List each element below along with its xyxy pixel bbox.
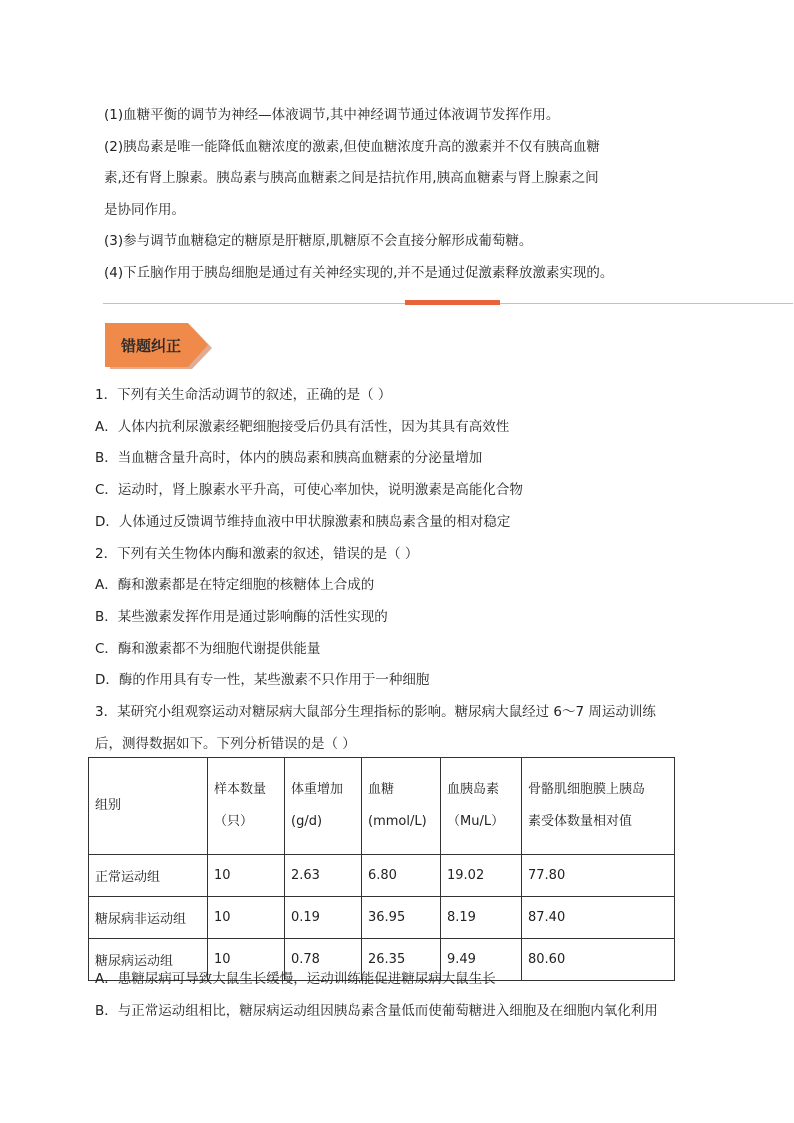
header-cell: 骨骼肌细胞膜上胰岛 素受体数量相对值 — [522, 758, 675, 855]
note-line: (4)下丘脑作用于胰岛细胞是通过有关神经实现的,并不是通过促激素释放激素实现的。 — [104, 264, 614, 281]
table-cell: 10 — [208, 855, 285, 897]
header-cell: 样本数量 （只） — [208, 758, 285, 855]
table-row — [89, 897, 675, 939]
note-line: (2)胰岛素是唯一能降低血糖浓度的激素,但使血糖浓度升高的激素并不仅有胰高血糖 — [104, 138, 600, 155]
table-cell: 糖尿病运动组 — [89, 939, 208, 981]
question-stem: 3．某研究小组观察运动对糖尿病大鼠部分生理指标的影响。糖尿病大鼠经过 6～7 周运动训练 — [95, 704, 656, 721]
option-line: B．当血糖含量升高时，体内的胰岛素和胰高血糖素的分泌量增加 — [95, 450, 483, 467]
question-stem: 1．下列有关生命活动调节的叙述，正确的是（ ） — [95, 387, 392, 403]
table-header-row — [89, 758, 675, 855]
table-cell: 26.35 — [362, 939, 441, 981]
table-cell: 糖尿病非运动组 — [89, 897, 208, 939]
table-cell: 6.80 — [362, 855, 441, 897]
option-line: B．与正常运动组相比，糖尿病运动组因胰岛素含量低而使葡萄糖进入细胞及在细胞内氧化利用 — [95, 1003, 658, 1019]
note-line: (3)参与调节血糖稳定的糖原是肝糖原,肌糖原不会直接分解形成葡萄糖。 — [104, 233, 533, 249]
table-cell: 77.80 — [522, 855, 675, 897]
option-line: B．某些激素发挥作用是通过影响酶的活性实现的 — [95, 608, 388, 625]
table-cell: 10 — [208, 939, 285, 981]
option-line: D．人体通过反馈调节维持血液中甲状腺激素和胰岛素含量的相对稳定 — [95, 513, 511, 530]
knowledge-notes — [104, 100, 684, 289]
question-options-continued — [95, 963, 695, 1027]
section-badge — [102, 322, 212, 370]
data-table — [88, 757, 675, 981]
option-line: C．运动时，肾上腺素水平升高，可使心率加快，说明激素是高能化合物 — [95, 482, 523, 499]
note-line: 是协同作用。 — [104, 201, 185, 218]
header-cell: 组别 — [89, 758, 208, 855]
option-line: C．酶和激素都不为细胞代谢提供能量 — [95, 640, 321, 657]
table-cell: 0.78 — [285, 939, 362, 981]
header-cell: 血胰岛素 （Mu/L） — [441, 758, 522, 855]
table-cell: 19.02 — [441, 855, 522, 897]
table-cell: 9.49 — [441, 939, 522, 981]
option-line: D．酶的作用具有专一性，某些激素不只作用于一种细胞 — [95, 672, 430, 689]
table-cell: 正常运动组 — [89, 855, 208, 897]
note-line: (1)血糖平衡的调节为神经—体液调节,其中神经调节通过体液调节发挥作用。 — [104, 107, 560, 123]
question-list — [95, 380, 695, 760]
note-line: 素,还有肾上腺素。胰岛素与胰高血糖素之间是拮抗作用,胰高血糖素与肾上腺素之间 — [104, 170, 599, 186]
table-cell: 0.19 — [285, 897, 362, 939]
option-line: A．人体内抗利尿激素经靶细胞接受后仍具有活性，因为其具有高效性 — [95, 418, 510, 435]
table-cell: 36.95 — [362, 897, 441, 939]
header-cell: 体重增加 (g/d) — [285, 758, 362, 855]
option-line: A．酶和激素都是在特定细胞的核糖体上合成的 — [95, 577, 375, 594]
section-title: 错题纠正 — [120, 337, 181, 355]
divider-accent — [405, 300, 500, 305]
question-stem: 2．下列有关生物体内酶和激素的叙述，错误的是（ ） — [95, 545, 419, 562]
table-cell: 10 — [208, 897, 285, 939]
table-cell: 87.40 — [522, 897, 675, 939]
table-cell: 80.60 — [522, 939, 675, 981]
question-stem: 后，测得数据如下。下列分析错误的是（ ） — [95, 735, 356, 752]
table-cell: 8.19 — [441, 897, 522, 939]
option-line: A．患糖尿病可导致大鼠生长缓慢，运动训练能促进糖尿病大鼠生长 — [95, 971, 496, 987]
table-cell: 2.63 — [285, 855, 362, 897]
table-row — [89, 855, 675, 897]
header-cell: 血糖 (mmol/L) — [362, 758, 441, 855]
